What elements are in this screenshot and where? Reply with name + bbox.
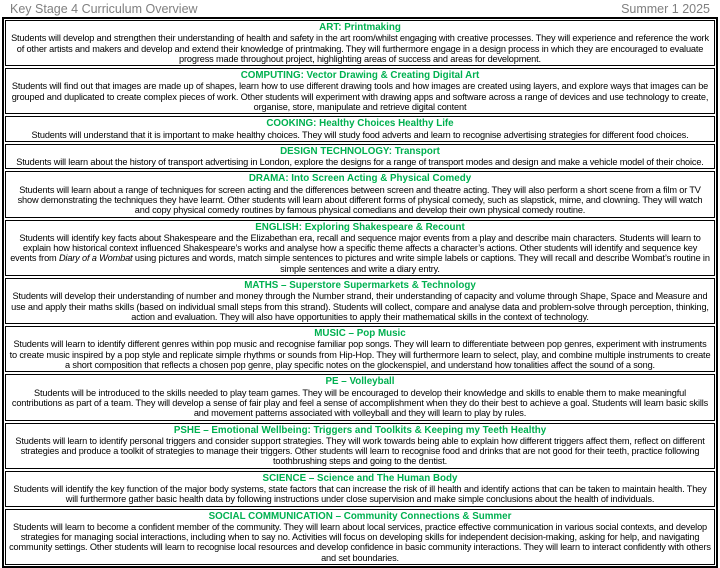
- section-art: [5, 20, 715, 66]
- section-english: [5, 220, 715, 276]
- section-title-english: ENGLISH: Exploring Shakespeare & Recount: [255, 221, 465, 233]
- section-maths: [5, 278, 715, 324]
- section-body-cooking: Students will understand that it is important to make healthy choices. They will study food adverts and learn to recognise advertising strategies for different food choices.: [31, 129, 689, 140]
- english-body-post: using pictures and words, match simple sentences to pictures and write simple labels or captions. They will recall and describe Wombat’s routine in simple sentences and write a diary entry.: [132, 253, 710, 274]
- section-science: [5, 471, 715, 507]
- section-body-maths: Students will develop their understanding of number and money through the Number strand, their understanding of capacity and volume through Shape, Space and Measure and use and apply their maths skills (based on individual small steps from this strand). Students will collect, compare and analyse data and problem-solve through perception, thinking, action and evaluation. They will also have opportunities to apply their mathematical skills in the context of technology.: [11, 291, 709, 322]
- section-drama: [5, 171, 715, 217]
- section-title-social-communication: SOCIAL COMMUNICATION – Community Connections & Summer: [208, 510, 512, 522]
- section-music: [5, 326, 715, 372]
- english-body-book-title: Diary of a Wombat: [58, 253, 133, 264]
- section-body-pe: Students will be introduced to the skills needed to play team games. They will be encouraged to develop their knowledge and skills to enable them to make meaningful contributions as part of a team. They will develop a sense of fair play and feel a sense of accomplishment when they do their best to achieve a goal. Students will learn basic skills and movement patterns associated with volleyball and they will learn to play by rules.: [11, 387, 709, 419]
- section-title-science: SCIENCE – Science and The Human Body: [262, 472, 458, 484]
- section-design-technology: [5, 144, 715, 170]
- section-body-social-communication: Students will learn to become a confident member of the community. They will learn about local services, practice effective communication in various social contexts, and develop strategies for managing social interactions, including when to say no. Activities will focus on developing skills for independent decision-making, asking for help, and navigating community settings. Other students will learn to recognise local resources and develop confidence in basic community interactions. They will learn to interact confidently with others and set boundaries.: [9, 521, 711, 563]
- section-cooking: [5, 116, 715, 142]
- section-title-drama: DRAMA: Into Screen Acting & Physical Comedy: [248, 173, 472, 185]
- section-title-pe: PE – Volleyball: [325, 376, 395, 388]
- section-pshe: [5, 423, 715, 469]
- section-title-music: MUSIC – Pop Music: [314, 328, 406, 340]
- section-title-cooking: COOKING: Healthy Choices Healthy Life: [266, 118, 454, 130]
- section-title-computing: COMPUTING: Vector Drawing & Creating Digital Art: [240, 70, 480, 82]
- section-title-design-technology: DESIGN TECHNOLOGY: Transport: [280, 145, 440, 157]
- section-body-art: Students will develop and strengthen their understanding of health and safety in the art room/whilst engaging with creative processes. They will experience and reference the work of other artists and makers and develop and extend their knowledge of printmaking. They will furthermore engage in a design process in which they are encouraged to evaluate progress made throughout project, highlighting areas of success and areas for development.: [11, 33, 709, 64]
- term-label: Summer 1 2025: [621, 2, 710, 16]
- document-title: Key Stage 4 Curriculum Overview: [10, 2, 198, 16]
- section-body-pshe: Students will learn to identify personal triggers and consider support strategies. They will work towards being able to explain how different triggers affect them, reflect on different strategies and produce a toolkit of strategies to manage their triggers. Other students will learn to recognise food and drinks that are not good for their teeth, practice following toothbrushing steps and going to the dentist.: [15, 435, 705, 467]
- section-pe: [5, 374, 715, 420]
- section-body-drama: Students will learn about a range of techniques for screen acting and the differences between screen and theatre acting. They will also perform a short scene from a film or TV show demonstrating the techniques they have learnt. Other students will learn about different forms of physical comedy, such as slapstick, mime, and clowning. They will watch and copy physical comedy routines by famous physical comedians and develop their own physical comedy routine.: [17, 184, 703, 216]
- section-body-design-technology: Students will learn about the history of transport advertising in London, explore the designs for a range of transport modes and design and make a vehicle model of their choice.: [16, 157, 704, 168]
- section-computing: [5, 68, 715, 114]
- section-body-english: [9, 233, 711, 275]
- section-body-music: Students will learn to identify different genres within pop music and recognise familiar pop songs. They will learn to differentiate between pop genres, experiment with instruments to create music inspired by a pop style and replicate simple rhythms or sounds from Hip-Hop. They will furthermore learn to select, play, and combine multiple instruments to create a short composition that reflects a chosen pop genre, play specific notes on the glockenspiel, and understand how tonalities affect the sound of a song.: [9, 339, 711, 371]
- section-body-science: Students will identify the key function of the major body systems, state factors that can increase the risk of ill health and identify actions that can be taken to maintain health. They will furthermore gather basic health data by following instructions under close supervision and make simple conclusions about the health of individuals.: [13, 483, 707, 505]
- section-title-art: ART: Printmaking: [319, 22, 401, 33]
- section-social-communication: [5, 509, 715, 565]
- section-title-maths: MATHS – Superstore Supermarkets & Technology: [244, 280, 476, 292]
- english-body-pre: Students will identify key facts about Shakespeare and the Elizabethan era, recall and sequence major events from a play and describe main characters. Students will learn to explain how historical context influenced Shakespeare’s works and analyse how a specific theme affects a character’s actions. Other students will identify and sequence key events from: [10, 232, 701, 264]
- page-header: [0, 0, 720, 17]
- section-body-computing: Students will find out that images are made up of shapes, learn how to use different drawing tools and how images are created using layers, and explore ways that images can be grouped and duplicated to create complex pieces of work. Other students will experiment with drawing apps and software across a range of devices and use technology to create, organise, store, manipulate and retrieve digital content: [11, 81, 709, 113]
- section-title-pshe: PSHE – Emotional Wellbeing: Triggers and Toolkits & Keeping my Teeth Healthy: [173, 424, 547, 436]
- curriculum-table: [2, 17, 718, 568]
